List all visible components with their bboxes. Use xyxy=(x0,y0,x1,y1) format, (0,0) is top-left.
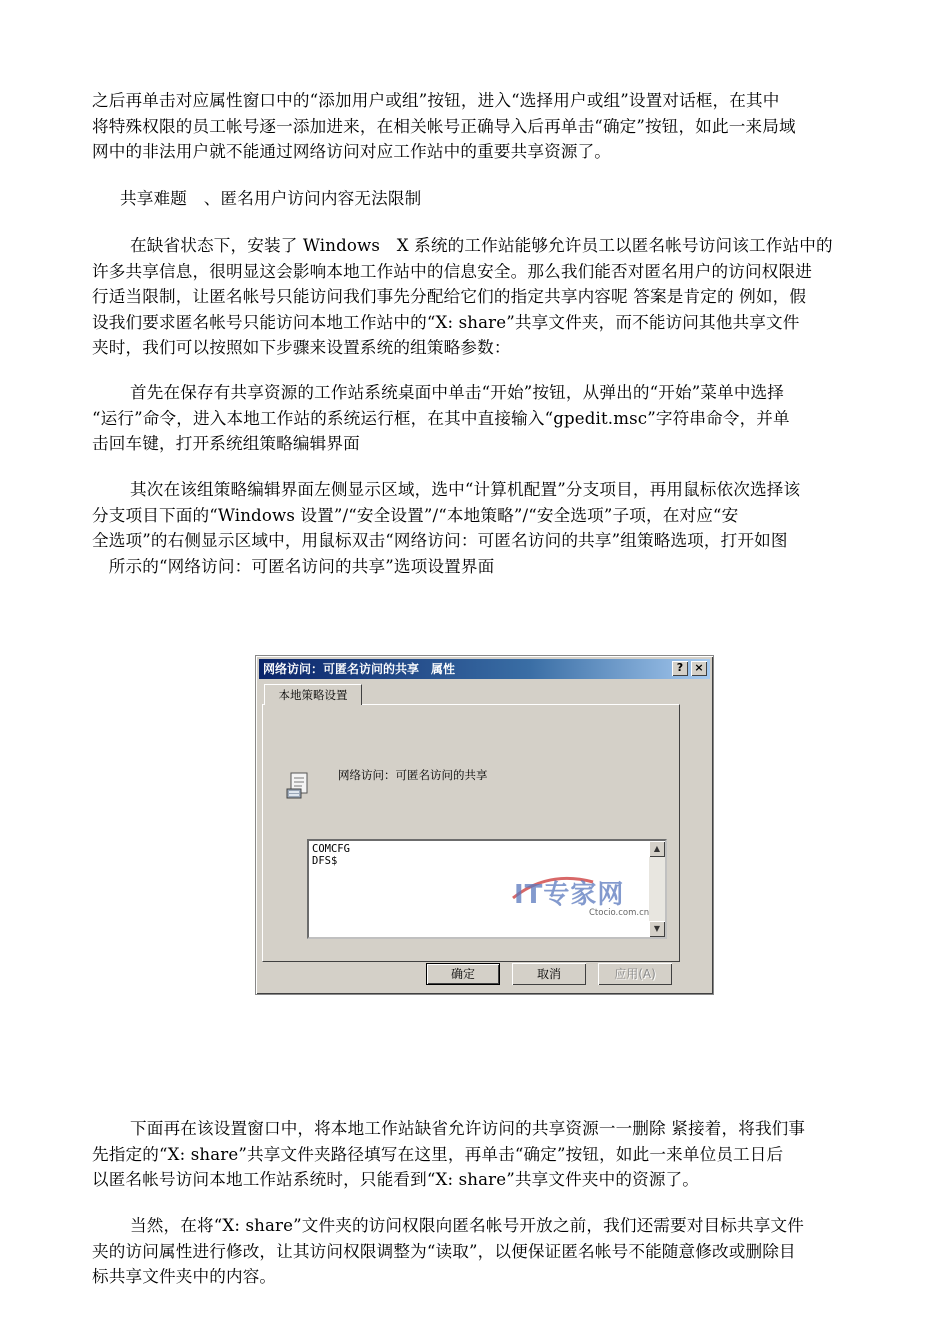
paragraph-3 xyxy=(92,233,905,361)
properties-dialog xyxy=(255,655,714,995)
heading-text: 共享难题 、匿名用户访问内容无法限制 xyxy=(120,189,422,208)
policy-name-label: 网络访问：可匿名访问的共享 xyxy=(338,768,488,782)
text-line: 之后再单击对应属性窗口中的“添加用户或组”按钮，进入“选择用户或组”设置对话框，在其中 xyxy=(92,91,780,110)
watermark-url: Ctocio.com.cn xyxy=(589,908,650,918)
dialog-title: 网络访问：可匿名访问的共享 属性 xyxy=(263,662,456,676)
text-line: 网中的非法用户就不能通过网络访问对应工作站中的重要共享资源了。 xyxy=(92,142,612,161)
paragraph-1 xyxy=(92,88,905,165)
text-line: “运行”命令，进入本地工作站的系统运行框，在其中直接输入“gpedit.msc”字符串命令，并单 xyxy=(92,408,790,428)
text-line: 夹时，我们可以按照如下步骤来设置系统的组策略参数： xyxy=(92,338,511,357)
text-line: 首先在保存有共享资源的工作站系统桌面中单击“开始”按钮，从弹出的“开始”菜单中选择 xyxy=(130,383,785,402)
scroll-down-arrow-icon[interactable]: ▼ xyxy=(649,921,665,937)
watermark-logo: IT专家网 xyxy=(514,880,625,910)
text-line: 其次在该组策略编辑界面左侧显示区域，选中“计算机配置”分支项目，再用鼠标依次选择该 xyxy=(130,480,801,499)
tab-local-policy-setting[interactable]: 本地策略设置 xyxy=(264,684,362,705)
text-line: 全选项”的右侧显示区域中，用鼠标双击“网络访问：可匿名访问的共享”组策略选项，打开如图 xyxy=(92,531,788,550)
cancel-button[interactable]: 取消 xyxy=(512,963,586,985)
text-line: 将特殊权限的员工帐号逐一添加进来，在相关帐号正确导入后再单击“确定”按钮，如此一来局域 xyxy=(92,116,796,136)
text-line: 许多共享信息，很明显这会影响本地工作站中的信息安全。那么我们能否对匿名用户的访问权限进 xyxy=(92,261,812,281)
scroll-up-arrow-icon[interactable]: ▲ xyxy=(649,841,665,857)
text-line: 所示的“网络访问：可匿名访问的共享”选项设置界面 xyxy=(92,556,495,576)
text-line: 以匿名帐号访问本地工作站系统时，只能看到“X: share”共享文件夹中的资源了。 xyxy=(92,1170,700,1189)
list-item[interactable]: DFS$ xyxy=(312,855,338,867)
vertical-scrollbar[interactable] xyxy=(649,841,665,937)
text-line: 设我们要求匿名帐号只能访问本地工作站中的“X: share”共享文件夹，而不能访问其他共享文件 xyxy=(92,312,800,332)
section-heading xyxy=(120,186,820,212)
help-button[interactable]: ? xyxy=(672,661,688,676)
paragraph-7 xyxy=(92,1213,905,1290)
text-line: 标共享文件夹中的内容。 xyxy=(92,1267,277,1286)
text-line: 在缺省状态下，安装了 Windows X 系统的工作站能够允许员工以匿名帐号访问该工作站中的 xyxy=(130,236,833,255)
ok-button[interactable]: 确定 xyxy=(426,963,500,985)
text-line: 当然，在将“X: share”文件夹的访问权限向匿名帐号开放之前，我们还需要对目标共享文件 xyxy=(130,1216,805,1235)
text-line: 夹的访问属性进行修改，让其访问权限调整为“读取”，以便保证匿名帐号不能随意修改或删除目 xyxy=(92,1241,796,1261)
text-line: 击回车键，打开系统组策略编辑界面 xyxy=(92,434,360,453)
paragraph-4 xyxy=(92,380,905,457)
paragraph-6 xyxy=(92,1116,905,1193)
apply-button[interactable]: 应用(A) xyxy=(598,963,672,985)
text-line: 行适当限制，让匿名帐号只能访问我们事先分配给它们的指定共享内容呢 答案是肯定的 例如，假 xyxy=(92,287,807,306)
text-line: 分支项目下面的“Windows 设置”/“安全设置”/“本地策略”/“安全选项”子项，在对应“安 xyxy=(92,505,739,525)
text-line: 先指定的“X: share”共享文件夹路径填写在这里，再单击“确定”按钮，如此一来单位员工日后 xyxy=(92,1144,784,1164)
close-button[interactable]: × xyxy=(691,661,707,676)
list-item[interactable]: COMCFG xyxy=(312,843,350,855)
text-line: 下面再在该设置窗口中，将本地工作站缺省允许访问的共享资源一一删除 紧接着，将我们事 xyxy=(130,1119,806,1138)
tab-panel xyxy=(262,704,680,962)
paragraph-5 xyxy=(92,477,905,579)
dialog-titlebar xyxy=(259,659,710,679)
policy-document-icon xyxy=(285,771,315,801)
